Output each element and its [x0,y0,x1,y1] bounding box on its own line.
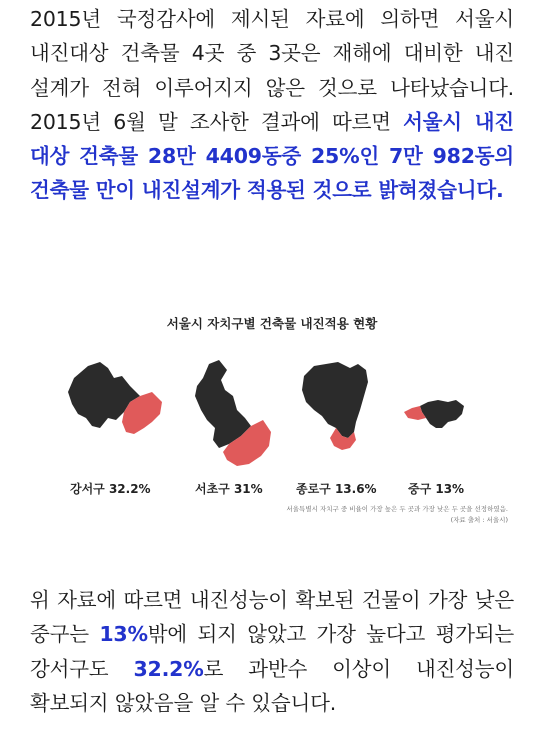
seocho-label: 서초구 31% [195,482,263,496]
source-note [258,504,508,526]
intro-text: 2015년 국정감사에 제시된 자료에 의하면 서울시 내진대상 건축물 4곳 중 3곳은 재해에 대비한 내진 설계가 전혀 이루어지지 않은 것으로 나타났습니다. 2015년 6월 말 조사한 결과에 따르면 [30,7,514,134]
seismic-infographic [30,290,514,550]
conclusion-text-2: 밖에 되지 않았고 가장 높다고 평가되는 강서구도 [30,622,514,681]
conclusion-text-1: 위 자료에 따르면 내진성능이 확보된 건물이 가장 낮은 중구는 [30,588,514,647]
junggu-label: 중구 13% [408,482,465,496]
gangseo-label: 강서구 32.2% [70,482,151,496]
junggu-map [402,398,468,432]
jongno-map [296,360,382,460]
conclusion-paragraph [30,583,514,720]
jongno-label: 종로구 13.6% [296,482,377,496]
intro-highlight: 서울시 내진 대상 건축물 28만 4409동중 25%인 7만 982동의 건축물 만이 내진설계가 적용된 것으로 밝혀졌습니다. [30,109,515,203]
jongno-unreinforced-area [302,362,368,438]
gangseo-percent-highlight: 32.2% [133,656,204,681]
seocho-map [187,356,277,476]
intro-paragraph [30,2,514,208]
infographic-title: 서울시 자치구별 건축물 내진적용 현황 [166,316,378,331]
junggu-unreinforced-area [420,400,464,428]
gangseo-map [64,356,170,446]
junggu-percent-highlight: 13% [99,622,148,647]
source-note-line1: 서울특별시 자치구 중 비율이 가장 높은 두 곳과 가장 낮은 두 곳을 선정하였음. [286,505,508,513]
source-note-line2: (자료 출처 : 서울시) [450,516,508,524]
conclusion-text-3: 로 과반수 이상이 내진성능이 확보되지 않았음을 알 수 있습니다. [30,656,514,715]
